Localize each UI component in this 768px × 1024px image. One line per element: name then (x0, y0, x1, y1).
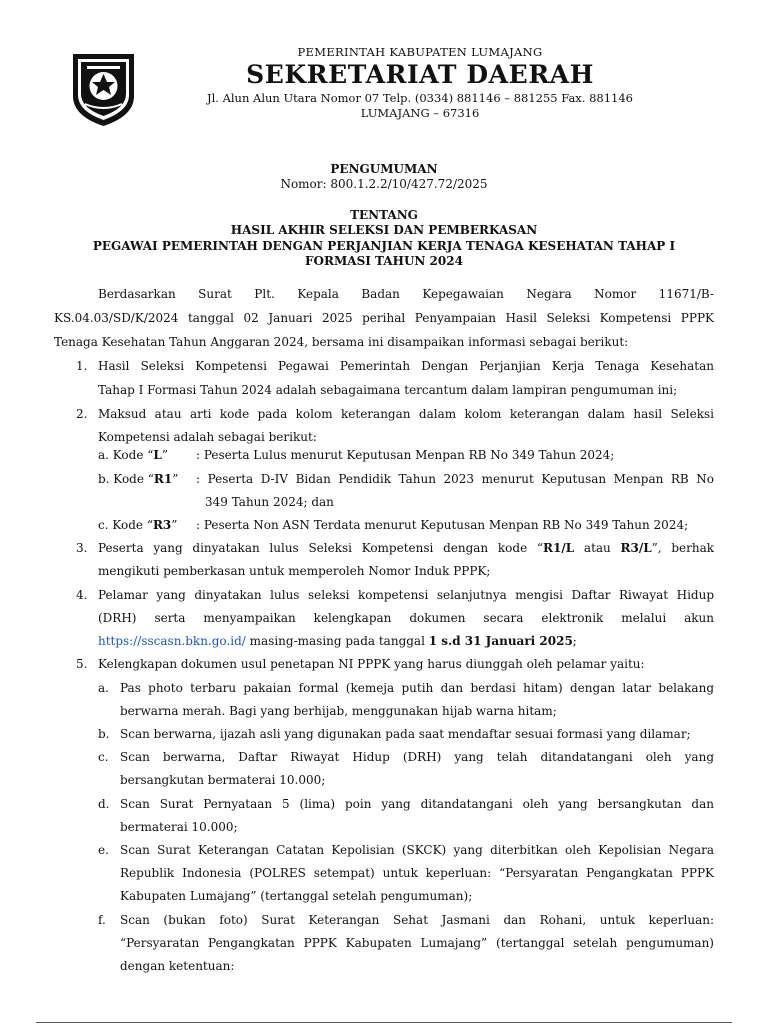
doc-b-letter: b. (98, 727, 110, 741)
announcement-label: PENGUMUMAN (330, 162, 438, 176)
item-1-number: 1. (76, 359, 88, 373)
letterhead-office: SEKRETARIAT DAERAH (246, 60, 594, 89)
doc-d-letter: d. (98, 797, 110, 811)
doc-e-letter: e. (98, 843, 109, 857)
item-5-line-1: Kelengkapan dokumen usul penetapan NI PPPK yang harus diunggah oleh pelamar yaitu: (98, 657, 645, 671)
title-about: TENTANG (350, 208, 418, 222)
doc-e-line-2: Republik Indonesia (POLRES setempat) untuk keperluan: “Persyaratan Pengangkatan PPPK (120, 866, 714, 880)
item-3-line-1: Peserta yang dinyatakan lulus Seleksi Kompetensi dengan kode “R1/L atau R3/L”, berhak (98, 541, 714, 555)
code-r3-description: : Peserta Non ASN Terdata menurut Keputusan Menpan RB No 349 Tahun 2024; (196, 518, 689, 532)
letterhead-address: Jl. Alun Alun Utara Nomor 07 Telp. (0334) 881146 – 881255 Fax. 881146 (206, 91, 634, 105)
doc-c-line-1: Scan berwarna, Daftar Riwayat Hidup (DRH) yang telah ditandatangani oleh yang (120, 750, 714, 764)
doc-e-line-3: Kabupaten Lumajang” (tertanggal setelah pengumuman); (120, 889, 473, 903)
doc-f-line-2: “Persyaratan Pengangkatan PPPK Kabupaten Lumajang” (tertanggal setelah pengumuman) (120, 936, 714, 950)
doc-b-line-1: Scan berwarna, ijazah asli yang digunakan pada saat mendaftar sesuai formasi yang dilamar; (120, 727, 691, 741)
item-4-line-3: https://sscasn.bkn.go.id/ masing-masing pada tanggal 1 s.d 31 Januari 2025; (98, 634, 577, 648)
letterhead-government: PEMERINTAH KABUPATEN LUMAJANG (297, 45, 543, 59)
title-line-1: HASIL AKHIR SELEKSI DAN PEMBERKASAN (230, 223, 538, 237)
announcement-number: Nomor: 800.1.2.2/10/427.72/2025 (280, 177, 488, 191)
doc-c-letter: c. (98, 750, 109, 764)
doc-d-line-1: Scan Surat Pernyataan 5 (lima) poin yang ditandatangani oleh yang bersangkutan dan (120, 797, 714, 811)
intro-line-3: Tenaga Kesehatan Tahun Anggaran 2024, bersama ini disampaikan informasi sebagai berikut: (54, 335, 629, 349)
title-line-2: PEGAWAI PEMERINTAH DENGAN PERJANJIAN KERJA TENAGA KESEHATAN TAHAP I (92, 239, 676, 253)
doc-e-line-1: Scan Surat Keterangan Catatan Kepolisian (SKCK) yang diterbitkan oleh Kepolisian Negara (120, 843, 714, 857)
doc-a-line-1: Pas photo terbaru pakaian formal (kemeja putih dan berdasi hitam) dengan latar belakang (120, 681, 714, 695)
item-2-number: 2. (76, 407, 88, 421)
code-l-description: : Peserta Lulus menurut Keputusan Menpan RB No 349 Tahun 2024; (196, 448, 615, 462)
page-footer-rule (36, 1022, 732, 1023)
item-2-line-1: Maksud atau arti kode pada kolom keterangan dalam kolom keterangan dalam hasil Seleksi (98, 407, 714, 421)
letterhead-city: LUMAJANG – 67316 (360, 106, 480, 120)
doc-a-line-2: berwarna merah. Bagi yang berhijab, menggunakan hijab warna hitam; (120, 704, 557, 718)
code-r1-description-2: 349 Tahun 2024; dan (205, 495, 334, 509)
doc-a-letter: a. (98, 681, 109, 695)
code-l-label: a. Kode “L” (98, 448, 168, 462)
doc-f-line-1: Scan (bukan foto) Surat Keterangan Sehat Jasmani dan Rohani, untuk keperluan: (120, 913, 714, 927)
doc-f-line-3: dengan ketentuan: (120, 959, 235, 973)
item-5-number: 5. (76, 657, 88, 671)
intro-line-2: KS.04.03/SD/K/2024 tanggal 02 Januari 2025 perihal Penyampaian Hasil Seleksi Kompetensi PPPK (54, 311, 714, 325)
doc-d-line-2: bermaterai 10.000; (120, 820, 238, 834)
regency-emblem (69, 48, 138, 128)
doc-c-line-2: bersangkutan bermaterai 10.000; (120, 773, 326, 787)
item-1-line-2: Tahap I Formasi Tahun 2024 adalah sebagaimana tercantum dalam lampiran pengumuman ini; (98, 383, 678, 397)
item-4-line-1: Pelamar yang dinyatakan lulus seleksi kompetensi selanjutnya mengisi Daftar Riwayat Hidup (98, 588, 714, 602)
intro-line-1: Berdasarkan Surat Plt. Kepala Badan Kepegawaian Negara Nomor 11671/B- (98, 287, 714, 301)
item-1-line-1: Hasil Seleksi Kompetensi Pegawai Pemerintah Dengan Perjanjian Kerja Tenaga Kesehatan (98, 359, 714, 373)
item-2-line-2: Kompetensi adalah sebagai berikut: (98, 430, 317, 444)
item-3-line-2: mengikuti pemberkasan untuk memperoleh Nomor Induk PPPK; (98, 564, 491, 578)
code-r1-label: b. Kode “R1” (98, 472, 179, 486)
item-4-line-2: (DRH) serta menyampaikan kelengkapan dokumen secara elektronik melalui akun (98, 611, 714, 625)
title-line-3: FORMASI TAHUN 2024 (305, 254, 463, 268)
code-r1-description: : Peserta D-IV Bidan Pendidik Tahun 2023 menurut Keputusan Menpan RB No (196, 472, 714, 486)
doc-f-letter: f. (98, 913, 106, 927)
code-r3-label: c. Kode “R3” (98, 518, 178, 532)
sscasn-link[interactable]: https://sscasn.bkn.go.id/ (98, 634, 246, 648)
item-4-number: 4. (76, 588, 88, 602)
item-3-number: 3. (76, 541, 88, 555)
